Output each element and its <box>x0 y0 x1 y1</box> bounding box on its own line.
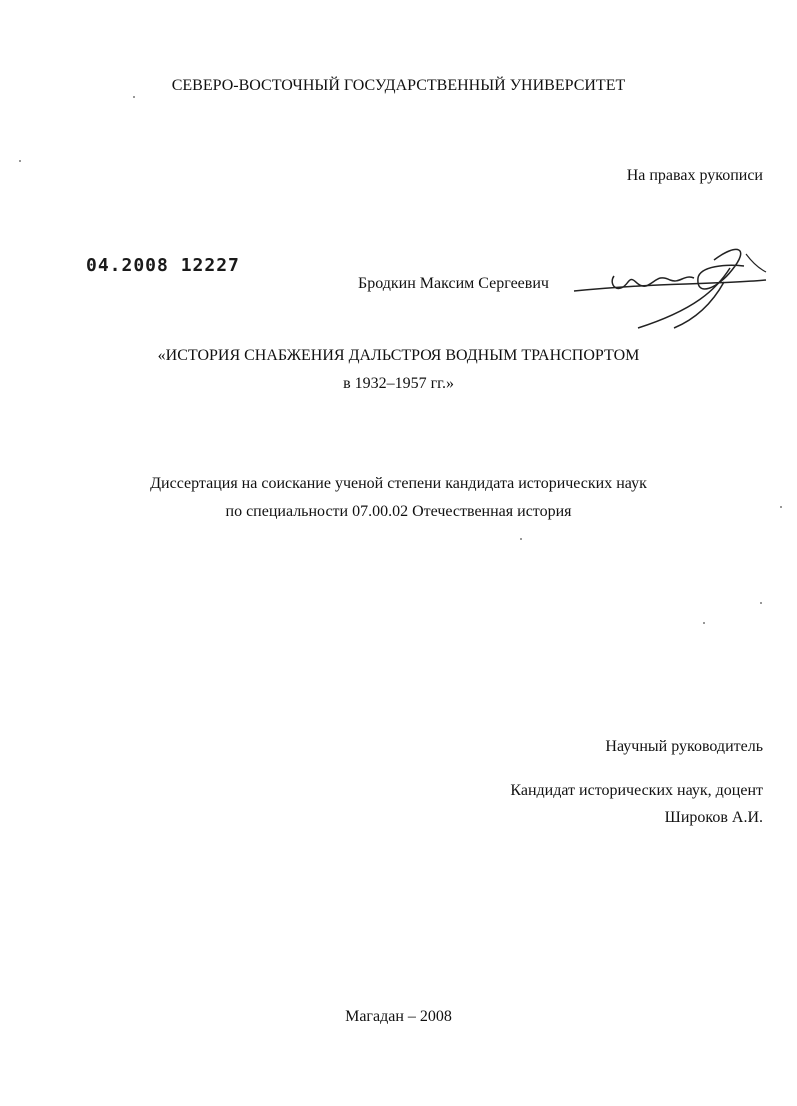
signature <box>566 238 772 332</box>
scan-speck <box>520 538 522 540</box>
dissertation-line2: по специальности 07.00.02 Отечественная история <box>225 503 572 520</box>
scan-speck <box>133 96 135 98</box>
university-name: СЕВЕРО-ВОСТОЧНЫЙ ГОСУДАРСТВЕННЫЙ УНИВЕРСИТЕТ <box>171 77 626 94</box>
supervisor-name: Широков А.И. <box>664 809 763 826</box>
place-year: Магадан – 2008 <box>345 1008 452 1025</box>
rights-note: На правах рукописи <box>626 167 763 184</box>
scan-speck <box>780 506 782 508</box>
thesis-title-line2: в 1932–1957 гг.» <box>343 375 454 392</box>
supervisor-degree: Кандидат исторических наук, доцент <box>510 782 763 799</box>
scan-speck <box>19 160 21 162</box>
author-name: Бродкин Максим Сергеевич <box>358 275 549 292</box>
scan-speck <box>703 622 705 624</box>
scan-speck <box>760 602 762 604</box>
dissertation-line1: Диссертация на соискание ученой степени кандидата исторических наук <box>150 475 647 492</box>
thesis-title-line1: «ИСТОРИЯ СНАБЖЕНИЯ ДАЛЬСТРОЯ ВОДНЫМ ТРАНСПОРТОМ <box>157 347 640 364</box>
archive-stamp: 04.2008 12227 <box>86 255 240 276</box>
supervisor-label: Научный руководитель <box>605 738 763 755</box>
